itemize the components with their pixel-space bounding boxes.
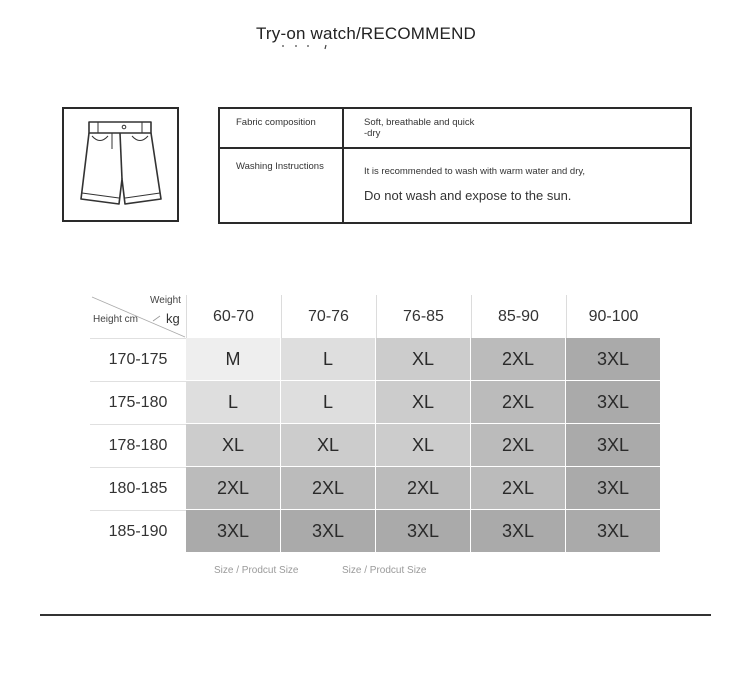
- size-cell: 3XL: [471, 510, 565, 552]
- size-cell: 3XL: [186, 510, 280, 552]
- size-cell: 3XL: [566, 338, 660, 380]
- washing-instructions-value-line2: Do not wash and expose to the sun.: [364, 188, 572, 203]
- footnote-size: Size / Prodcut Size: [342, 565, 427, 576]
- size-cell: 3XL: [566, 510, 660, 552]
- size-cell: L: [281, 381, 375, 423]
- size-cell: 2XL: [471, 467, 565, 509]
- column-separator: [186, 295, 187, 338]
- size-cell: 3XL: [566, 467, 660, 509]
- size-cell: L: [281, 338, 375, 380]
- row-separator: [90, 467, 186, 468]
- column-separator: [566, 295, 567, 338]
- row-separator: [90, 510, 186, 511]
- size-cell: XL: [376, 381, 470, 423]
- height-range-header: 185-190: [108, 522, 168, 540]
- size-cell: 2XL: [186, 467, 280, 509]
- size-cell: XL: [281, 424, 375, 466]
- height-range-header: 178-180: [108, 436, 168, 454]
- garment-info-table: [218, 107, 692, 224]
- column-separator: [471, 295, 472, 338]
- garment-illustration-box: [62, 107, 179, 222]
- height-range-header: 180-185: [108, 479, 168, 497]
- washing-instructions-label: Washing Instructions: [236, 161, 324, 172]
- size-chart: [90, 295, 662, 554]
- weight-axis-label: Weight: [150, 295, 181, 306]
- size-cell: 3XL: [376, 510, 470, 552]
- title-underline-fragment: [268, 44, 338, 50]
- size-cell: 2XL: [376, 467, 470, 509]
- size-cell: 3XL: [566, 424, 660, 466]
- column-separator: [281, 295, 282, 338]
- weight-range-header: 90-100: [588, 307, 639, 325]
- weight-range-header: 60-70: [213, 307, 254, 325]
- page-title: Try-on watch/RECOMMEND: [255, 24, 477, 43]
- size-cell: M: [186, 338, 280, 380]
- size-cell: 2XL: [471, 424, 565, 466]
- size-cell: XL: [186, 424, 280, 466]
- size-cell: 2XL: [281, 467, 375, 509]
- row-separator: [90, 338, 186, 339]
- shorts-icon: [64, 109, 177, 220]
- row-separator: [90, 424, 186, 425]
- size-cell: 2XL: [471, 381, 565, 423]
- size-cell: 3XL: [566, 381, 660, 423]
- size-cell: 2XL: [471, 338, 565, 380]
- weight-unit-label: kg: [166, 311, 180, 326]
- footnote-size: Size / Prodcut Size: [214, 565, 299, 576]
- size-cell: XL: [376, 424, 470, 466]
- size-chart-corner: [90, 295, 186, 338]
- fabric-composition-value-line2: -dry: [364, 128, 381, 139]
- weight-range-header: 70-76: [308, 307, 349, 325]
- height-range-header: 170-175: [108, 350, 168, 368]
- row-separator: [90, 381, 186, 382]
- size-cell: 3XL: [281, 510, 375, 552]
- divider: [40, 614, 711, 616]
- weight-range-header: 85-90: [498, 307, 539, 325]
- washing-instructions-value-line1: It is recommended to wash with warm water and dry,: [364, 166, 586, 177]
- size-cell: XL: [376, 338, 470, 380]
- weight-range-header: 76-85: [403, 307, 444, 325]
- column-separator: [376, 295, 377, 338]
- height-range-header: 175-180: [108, 393, 168, 411]
- fabric-composition-label: Fabric composition: [236, 117, 316, 128]
- size-cell: L: [186, 381, 280, 423]
- height-axis-label: Height cm: [93, 314, 139, 325]
- fabric-composition-value-line1: Soft, breathable and quick: [364, 117, 475, 128]
